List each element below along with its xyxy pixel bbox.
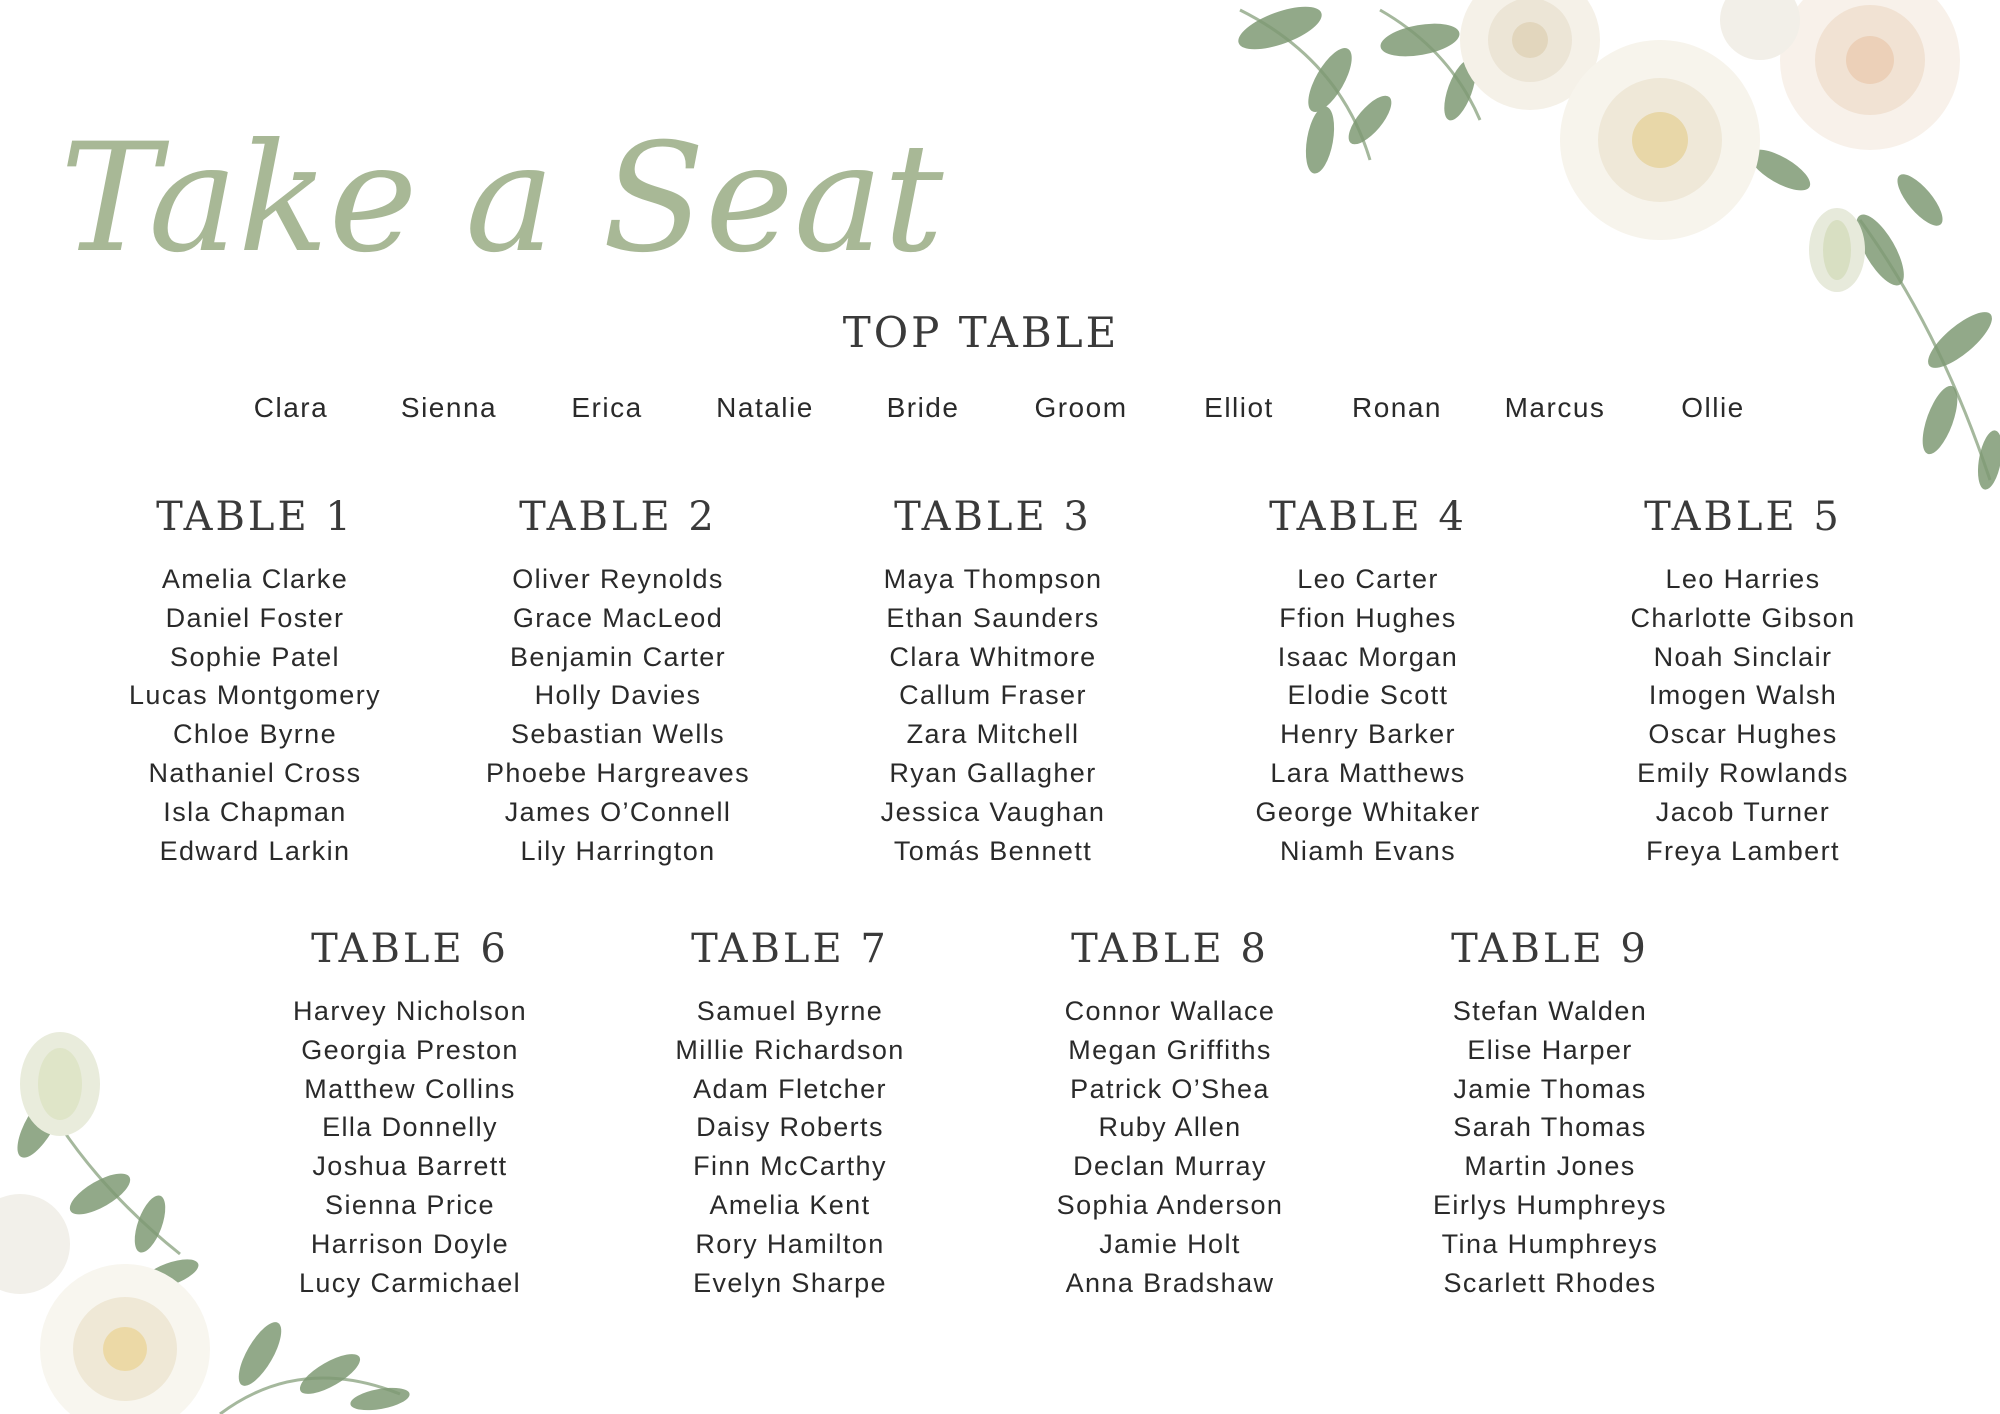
guest-name: Freya Lambert: [1646, 835, 1840, 866]
guest-list: [813, 560, 1173, 870]
guest-name: Sarah Thomas: [1453, 1112, 1647, 1143]
guest-name: Ella Donnelly: [322, 1112, 498, 1143]
table-heading: TABLE 4: [1269, 494, 1467, 540]
guest-name: Stefan Walden: [1452, 996, 1648, 1026]
guest-name: Henry Barker: [1280, 719, 1456, 750]
top-table-guest: Marcus: [1504, 392, 1606, 423]
table-8-block: [990, 920, 1350, 1302]
guest-list: [230, 992, 590, 1302]
top-table-heading: TOP TABLE: [842, 308, 1120, 357]
guest-name: Eirlys Humphreys: [1433, 1189, 1667, 1220]
guest-name: Finn McCarthy: [693, 1151, 887, 1182]
guest-name: Isaac Morgan: [1277, 641, 1459, 672]
guest-name: Georgia Preston: [301, 1034, 519, 1065]
top-table-guest: Natalie: [716, 392, 814, 423]
table-heading: TABLE 1: [156, 494, 354, 540]
guest-list: [610, 992, 970, 1302]
guest-name: Daisy Roberts: [696, 1112, 884, 1143]
guest-list: [1370, 992, 1730, 1302]
table-3-block: [813, 488, 1173, 870]
guest-name: Oscar Hughes: [1648, 719, 1838, 750]
guest-name: Oliver Reynolds: [512, 564, 724, 594]
guest-name: Leo Harries: [1665, 564, 1821, 594]
table-5-block: [1563, 488, 1923, 870]
table-heading: TABLE 5: [1644, 494, 1842, 540]
guest-name: Charlotte Gibson: [1630, 602, 1856, 633]
guest-list: [1188, 560, 1548, 870]
table-6-block: [230, 920, 590, 1302]
table-heading: TABLE 2: [519, 494, 717, 540]
guest-name: Jamie Holt: [1099, 1228, 1241, 1259]
guest-name: George Whitaker: [1255, 796, 1481, 827]
top-table-guest: Ollie: [1681, 392, 1745, 423]
guest-list: [990, 992, 1350, 1302]
guest-name: Declan Murray: [1073, 1151, 1267, 1182]
guest-name: Tomás Bennett: [893, 835, 1093, 866]
guest-name: Holly Davies: [534, 680, 702, 711]
guest-name: Benjamin Carter: [509, 641, 727, 672]
top-table-guest: Sienna: [400, 392, 498, 423]
top-table-guest: Bride: [886, 392, 960, 423]
guest-name: Leo Carter: [1297, 564, 1439, 594]
table-heading: TABLE 7: [691, 926, 889, 972]
guest-name: Nathaniel Cross: [148, 757, 362, 788]
guest-name: Chloe Byrne: [173, 719, 337, 750]
guest-name: Tina Humphreys: [1441, 1228, 1659, 1259]
guest-name: Zara Mitchell: [906, 719, 1080, 750]
guest-name: Lily Harrington: [520, 835, 716, 866]
table-heading: TABLE 6: [311, 926, 509, 972]
guest-name: Millie Richardson: [675, 1034, 905, 1065]
guest-name: Anna Bradshaw: [1065, 1267, 1275, 1298]
top-table-guest: Elliot: [1204, 392, 1274, 423]
rose-bouquet-icon: [1220, 0, 2000, 500]
guest-name: Amelia Kent: [709, 1189, 871, 1220]
top-table-guest: Erica: [571, 392, 643, 423]
guest-name: Imogen Walsh: [1648, 680, 1838, 711]
guest-name: Clara Whitmore: [889, 641, 1097, 672]
guest-name: Sophie Patel: [170, 641, 340, 672]
guest-name: Daniel Foster: [165, 602, 345, 633]
guest-list: [75, 560, 435, 870]
guest-name: Martin Jones: [1464, 1151, 1636, 1182]
guest-name: Jessica Vaughan: [880, 796, 1106, 827]
top-table-guest: Ronan: [1351, 392, 1442, 423]
guest-name: Ryan Gallagher: [889, 757, 1097, 788]
top-table-guest: Groom: [1034, 392, 1128, 423]
page-title-text: Take a Seat: [60, 112, 944, 286]
guest-name: Scarlett Rhodes: [1443, 1267, 1657, 1298]
guest-name: Sienna Price: [325, 1189, 495, 1220]
guest-name: Amelia Clarke: [161, 564, 349, 594]
guest-name: Isla Chapman: [163, 796, 347, 827]
guest-name: Edward Larkin: [159, 835, 351, 866]
guest-name: Maya Thompson: [883, 564, 1103, 594]
guest-name: Elodie Scott: [1287, 680, 1449, 711]
table-2-block: [438, 488, 798, 870]
guest-name: Phoebe Hargreaves: [486, 757, 750, 788]
guest-name: Adam Fletcher: [693, 1073, 887, 1104]
guest-name: Evelyn Sharpe: [693, 1267, 887, 1298]
guest-name: Harrison Doyle: [310, 1228, 510, 1259]
guest-name: Matthew Collins: [304, 1073, 516, 1104]
table-heading: TABLE 8: [1071, 926, 1269, 972]
guest-name: Ffion Hughes: [1279, 602, 1457, 633]
guest-name: Sebastian Wells: [510, 719, 726, 750]
top-table-guests: [212, 392, 1794, 424]
table-7-block: [610, 920, 970, 1302]
guest-name: Lara Matthews: [1270, 757, 1466, 788]
guest-name: Elise Harper: [1467, 1034, 1633, 1065]
table-heading: TABLE 3: [894, 494, 1092, 540]
guest-name: Jacob Turner: [1655, 796, 1831, 827]
guest-name: Ruby Allen: [1098, 1112, 1242, 1143]
guest-name: Joshua Barrett: [312, 1151, 508, 1182]
guest-name: Lucy Carmichael: [298, 1267, 522, 1298]
guest-name: Grace MacLeod: [512, 602, 724, 633]
table-4-block: [1188, 488, 1548, 870]
guest-name: Patrick O’Shea: [1070, 1073, 1270, 1104]
guest-name: James O’Connell: [504, 796, 732, 827]
page-title: [52, 40, 944, 320]
table-heading: TABLE 9: [1451, 926, 1649, 972]
guest-list: [1563, 560, 1923, 870]
top-table-guest: Clara: [253, 392, 329, 423]
table-9-block: [1370, 920, 1730, 1302]
guest-name: Callum Fraser: [899, 680, 1087, 711]
guest-name: Niamh Evans: [1280, 835, 1456, 866]
table-1-block: [75, 488, 435, 870]
guest-name: Harvey Nicholson: [293, 996, 527, 1026]
guest-name: Megan Griffiths: [1068, 1034, 1272, 1065]
guest-name: Ethan Saunders: [886, 602, 1100, 633]
guest-name: Jamie Thomas: [1453, 1073, 1647, 1104]
guest-list: [438, 560, 798, 870]
guest-name: Connor Wallace: [1064, 996, 1276, 1026]
guest-name: Sophia Anderson: [1056, 1189, 1284, 1220]
guest-name: Emily Rowlands: [1637, 757, 1849, 788]
guest-name: Lucas Montgomery: [128, 680, 381, 711]
guest-name: Noah Sinclair: [1653, 641, 1833, 672]
guest-name: Rory Hamilton: [695, 1228, 885, 1259]
guest-name: Samuel Byrne: [696, 996, 884, 1026]
